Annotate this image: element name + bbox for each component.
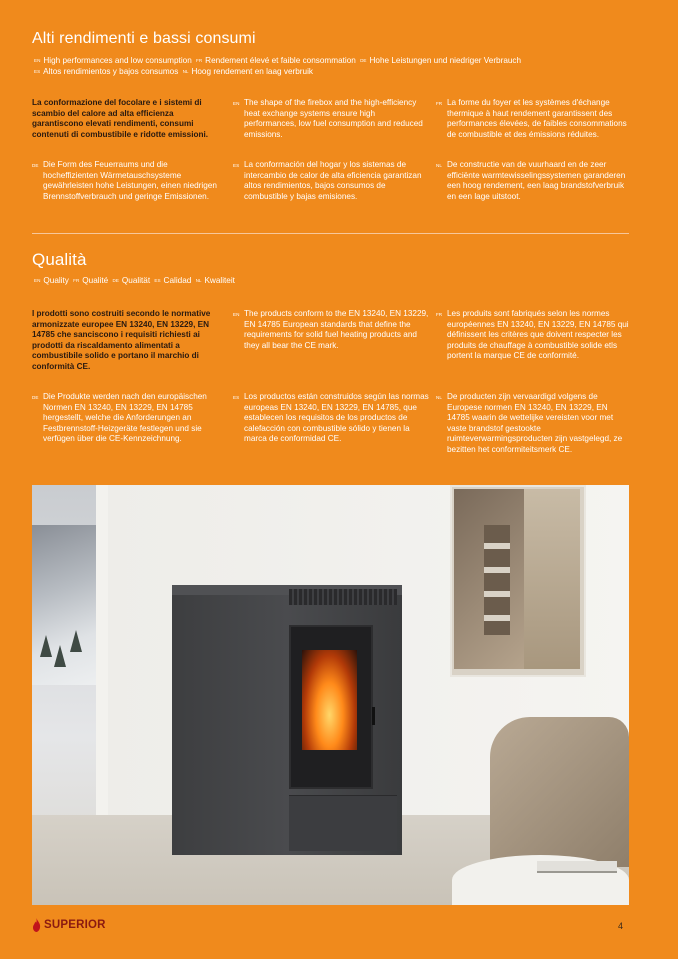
quality-text-nl: NL De producten zijn vervaardigd volgens de Europese normen EN 13240, EN 13229, EN 14785 waarin de wettelijke vereisten voor met vaste brandstof gestookte ruimteverwarmingsproducten zijn vastgelegd, ze bezitten het conformiteitsmerk CE. [436, 392, 623, 454]
brand-name: SUPERIOR [44, 919, 106, 931]
quality-text-de: DE Die Produkte werden nach den europäischen Normen EN 13240, EN 13229, EN 14785 hergestellt, welche die Anforderungen an Festbrennstoff-Heizgeräte festlegen und sie verfügen über die CE-Kennzeichnung. [32, 392, 207, 444]
section-divider [32, 233, 629, 234]
performance-text-en: EN The shape of the firebox and the high-efficiency heat exchange systems ensure high performances, low fuel consumption and reduced emissions. [233, 98, 423, 139]
section-title-quality: Qualità [32, 250, 87, 269]
artwork-shelves [484, 525, 510, 635]
tree-icon [40, 635, 52, 657]
books [537, 861, 617, 873]
performance-text-nl: NL De constructie van de vuurhaard en de zeer efficiënte warmtewisselingssystemen garanderen een hoog rendement, een laag brandstofverbruik en een lage uitstoot. [436, 160, 626, 201]
product-photo [32, 485, 629, 905]
armchair [490, 717, 629, 867]
section-subtitles-quality: $^{EN}$ Quality $^{FR}$ Qualité $^{DE}$ Qualität $^{ES}$ Calidad $^{NL}$ Kwaliteit [34, 276, 235, 285]
performance-text-fr: FR La forme du foyer et les systèmes d'échange thermique à haut rendement garantissent des performances élevées, de faibles consommations de combustible et des émissions réduites. [436, 98, 627, 139]
brand-logo [32, 917, 106, 933]
door-handle [372, 707, 375, 725]
quality-text-it: I prodotti sono costruiti secondo le normative armonizzate europee EN 13240, EN 13229, EN 14785 che sanciscono i requisiti richiesti ai prodotti da riscaldamento alimentati a combustibile solido e portano il marchio di conformità CE. [32, 309, 211, 371]
quality-text-en: EN The products conform to the EN 13240, EN 13229, EN 14785 European standards that define the requirements for solid fuel heating products and they all bear the CE mark. [233, 309, 429, 350]
stove-lower-panel [289, 795, 397, 851]
section-title-performance: Alti rendimenti e bassi consumi [32, 30, 256, 47]
performance-text-de: DE Die Form des Feuerraums und die hocheffizienten Wärmetauschsysteme gewährleisten hohe Leistungen, einen niedrigen Brennstoffverbrauch und geringe Emissionen. [32, 160, 217, 201]
artwork-shape [524, 489, 580, 669]
page-number: 4 [618, 921, 624, 931]
quality-text-es: ES Los productos están construidos según las normas europeas EN 13240, EN 13229, EN 14785, que establecen los requisitos de los productos de calefacción con combustible sólido y tienen la marca de conformidad CE. [233, 392, 429, 444]
tree-icon [70, 630, 82, 652]
quality-text-fr: FR Les produits sont fabriqués selon les normes européennes EN 13240, EN 13229, EN 14785 qui définissent les critères que doivent respecter les produits de chauffage à combustible solide etls portent la marque CE de conformité. [436, 309, 629, 361]
performance-text-it: La conformazione del focolare e i sistemi di scambio del calore ad alta efficienza garantiscono elevati rendimenti, consumi contenuti di combustibile e ridotte emissioni. [32, 98, 209, 139]
fire-window [302, 650, 357, 750]
performance-text-es: ES La conformación del hogar y los sistemas de intercambio de calor de alta eficiencia garantizan altos rendimientos, bajos consumos de combustible y bajas emisiones. [233, 160, 422, 201]
flame-icon [32, 918, 41, 932]
section-subtitles-performance: $^{EN}$ High performances and low consumption $^{FR}$ Rendement élevé et faible consommation $^{DE}$ Hohe Leistungen und niedriger Verbrauch $^{ES}$ Altos rendimientos y bajos consumos $^{NL}$ Hoog rendement en laag verbruik [34, 56, 522, 76]
tree-icon [54, 645, 66, 667]
stove-grille [289, 589, 397, 605]
